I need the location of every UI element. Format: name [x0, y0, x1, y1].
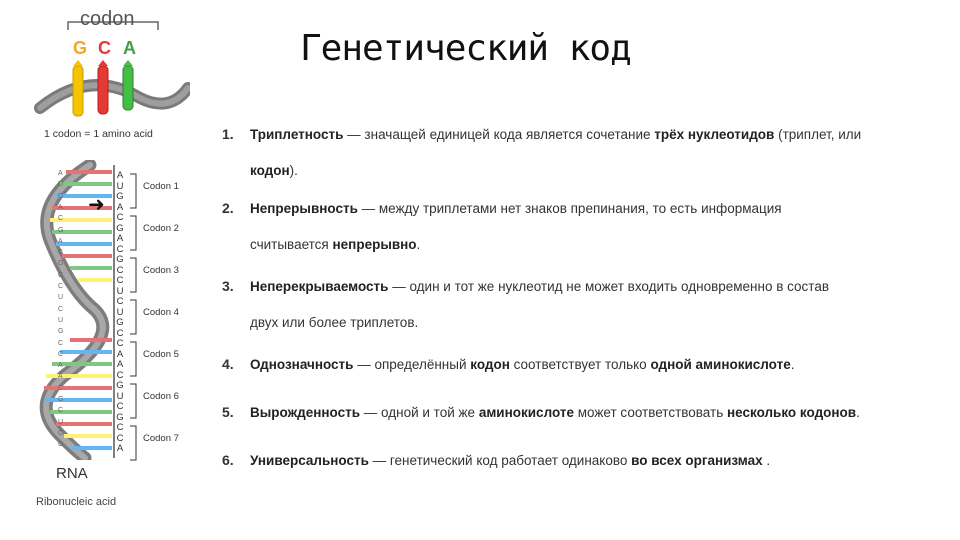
item-text: — определённый [353, 357, 471, 372]
rna-left-base-letter: G [58, 441, 64, 449]
rna-base-letter: A [116, 348, 124, 360]
codon-letter-g: G [73, 38, 88, 58]
rna-base-letter: U [116, 390, 124, 402]
codon-label-2: Codon 2 [143, 223, 179, 234]
item-bold: несколько кодонов [727, 405, 857, 420]
item-bold: трёх нуклеотидов [654, 127, 775, 142]
rna-base-letter: C [116, 369, 124, 381]
item-number: 2. [222, 200, 234, 216]
item-lead: Вырожденность [250, 405, 361, 420]
item-lead: Универсальность [250, 453, 369, 468]
rna-base-letter: C [116, 327, 124, 339]
item-text: — один и тот же нуклеотид не может входить одновременно в состав [388, 279, 830, 294]
rna-left-base-letter: U [58, 316, 64, 324]
rna-left-base-letter: G [58, 396, 64, 403]
item-text: — генетический код работает одинаково [368, 453, 632, 468]
item-text: — одной и той же [360, 405, 479, 420]
rna-base-letter: C [116, 212, 124, 223]
rna-base-letter: A [116, 233, 124, 244]
rna-base-letter: C [116, 296, 124, 307]
rna-base-letter: A [116, 359, 124, 370]
rna-subcaption: Ribonucleic acid [36, 496, 117, 508]
rna-base-letter: C [116, 338, 124, 349]
rna-base-letter: C [116, 422, 124, 433]
rna-base-letter: U [116, 285, 124, 297]
codon-label-4: Codon 4 [143, 307, 179, 318]
rna-left-base-letter: A [58, 203, 63, 211]
item-text: — значащей единицей кода является сочетание [343, 127, 655, 142]
rna-base-letter: G [116, 317, 124, 328]
rna-base-letter: G [116, 254, 124, 265]
item-text: двух или более триплетов. [250, 315, 419, 330]
rna-left-base-letter: G [58, 192, 64, 200]
item-text: — между триплетами нет знаков препинания, то есть информация [357, 201, 782, 216]
item-bold: во всех организмах [631, 453, 763, 468]
codon-letter-a: A [123, 38, 136, 58]
rna-left-base-letter: C [58, 305, 64, 313]
item-text: считывается [250, 237, 333, 252]
rna-left-base-letter: C [58, 384, 64, 392]
rna-left-base-letter: U [58, 294, 64, 302]
rna-left-base-letter: U [58, 418, 64, 426]
item-lead: Триплетность [250, 127, 344, 142]
item-number: 4. [222, 356, 234, 372]
item-bold: кодон [250, 163, 290, 178]
codon-label-1: Codon 1 [143, 181, 179, 192]
codon-word: codon [80, 8, 135, 30]
list-item-3 [222, 268, 942, 341]
rna-base-letter: U [116, 180, 124, 192]
rna-left-base-letter: C [58, 339, 64, 347]
rna-left-base-letter: G [58, 226, 64, 234]
item-text: ). [289, 163, 298, 178]
item-text: . [762, 453, 771, 468]
item-text: . [790, 357, 795, 372]
rna-left-base-letter: C [58, 407, 64, 415]
rna-left-base-letter: U [58, 181, 64, 189]
rna-left-base-letter: G [58, 328, 64, 336]
rna-left-base-letter: A [58, 170, 63, 177]
item-lead: Однозначность [250, 357, 354, 372]
rna-base-letter: U [116, 306, 124, 318]
codon-label-6: Codon 6 [143, 391, 179, 402]
arrow-right-icon: ➜ [88, 194, 105, 216]
rna-base-letter: C [116, 264, 124, 276]
rna-base-letter: G [116, 380, 124, 391]
codon-letter-c: C [98, 38, 111, 58]
rna-left-base-letter: C [58, 283, 64, 290]
codon-label-7: Codon 7 [143, 433, 179, 444]
item-text: может соответствовать [574, 405, 727, 420]
item-number: 3. [222, 278, 234, 294]
rna-base-letter: A [116, 170, 124, 181]
rna-left-base-letter: A [58, 237, 63, 245]
rna-left-base-letter: G [58, 260, 64, 268]
rna-base-letter: C [116, 243, 124, 255]
item-bold: кодон [470, 357, 510, 372]
rna-left-base-letter: C [58, 429, 64, 437]
rna-caption: RNA [56, 465, 88, 482]
item-number: 5. [222, 404, 234, 420]
item-text: . [416, 237, 421, 252]
item-number: 6. [222, 452, 234, 468]
rna-left-base-letter: C [58, 249, 64, 257]
list-item-6 [222, 442, 942, 479]
item-lead: Неперекрываемость [250, 279, 389, 294]
list-item-5 [222, 394, 942, 431]
slide-title: Генетический код [300, 28, 631, 69]
rna-base-letter: A [116, 443, 124, 454]
rna-left-base-letter: C [58, 215, 64, 223]
list-item-1 [222, 116, 942, 189]
codon-caption: 1 codon = 1 amino acid [44, 128, 153, 140]
rna-left-base-letter: A [58, 373, 63, 381]
codon-label-3: Codon 3 [143, 265, 179, 276]
rna-base-letter: C [116, 275, 124, 286]
item-bold: одной аминокислоте [650, 357, 791, 372]
codon-brackets [128, 172, 144, 462]
rna-base-letter: C [116, 401, 124, 412]
item-text: (триплет, или [774, 127, 862, 142]
item-lead: Непрерывность [250, 201, 358, 216]
rna-left-base-letter: A [58, 362, 63, 370]
rna-base-letter: G [116, 222, 124, 234]
item-bold: непрерывно [332, 237, 417, 252]
rna-base-letter: C [116, 432, 124, 444]
rna-base-letter: G [116, 191, 124, 202]
list-item-4 [222, 346, 942, 383]
item-text: . [856, 405, 860, 420]
list-item-2 [222, 190, 942, 263]
rna-left-base-letter: C [58, 271, 64, 279]
item-bold: аминокислоте [478, 405, 574, 420]
rna-base-letter: A [116, 201, 124, 213]
item-text: соответствует только [509, 357, 651, 372]
item-number: 1. [222, 126, 234, 142]
codon-label-5: Codon 5 [143, 349, 179, 360]
rna-left-base-letter: C [58, 350, 64, 358]
rna-base-letter: G [116, 411, 124, 423]
